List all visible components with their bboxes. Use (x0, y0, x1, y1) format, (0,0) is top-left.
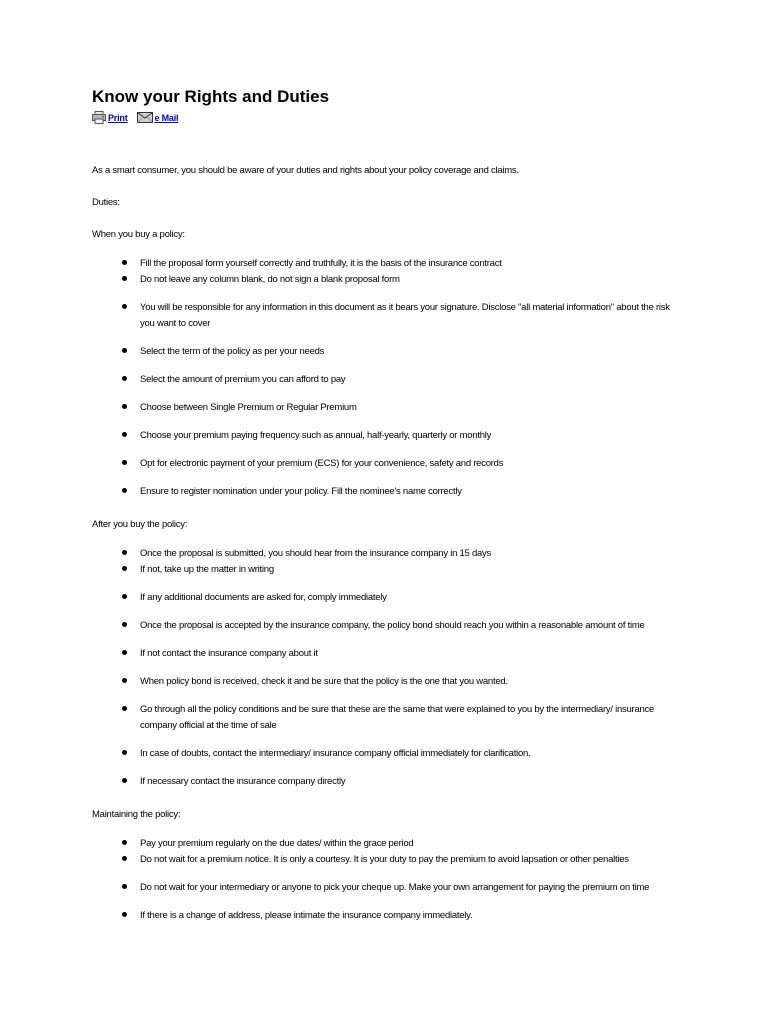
list-item-text: Select the term of the policy as per your needs (140, 346, 325, 357)
list-item-text: Opt for electronic payment of your premium (ECS) for your convenience, safety and records (140, 458, 504, 469)
list-item-text: Once the proposal is submitted, you should hear from the insurance company in 15 days (140, 548, 492, 559)
bullet-dot (122, 840, 127, 845)
list-item-text: If there is a change of address, please intimate the insurance company immediately. (140, 910, 473, 921)
bullet-dot (122, 260, 127, 265)
print-link[interactable] (92, 111, 128, 124)
email-link-label: e Mail (154, 112, 179, 123)
list-item-text: In case of doubts, contact the intermediary/ insurance company official immediately for clarification. (140, 748, 531, 759)
bullet-dot (122, 276, 127, 281)
list-item (140, 456, 685, 472)
bullet-dot (122, 778, 127, 783)
section-heading-when-you-buy: When you buy a policy: (92, 229, 185, 240)
list-item (140, 852, 685, 868)
email-link[interactable] (137, 112, 179, 123)
section-heading-maintaining: Maintaining the policy: (92, 809, 181, 820)
intro-text: As a smart consumer, you should be aware of your duties and rights about your policy coverage and claims. (92, 165, 519, 176)
list-item (140, 746, 685, 762)
list-item (140, 400, 685, 416)
bullet-dot (122, 706, 127, 711)
list-after-you-buy (92, 546, 685, 790)
list-item-text: Choose your premium paying frequency such as annual, half-yearly, quarterly or monthly (140, 430, 492, 441)
list-item (140, 256, 685, 272)
section-heading-after-you-buy: After you buy the policy: (92, 519, 188, 530)
list-item (140, 774, 685, 790)
print-link-label: Print (108, 112, 128, 123)
list-item-text: Do not leave any column blank, do not sign a blank proposal form (140, 274, 400, 285)
list-item-text: Go through all the policy conditions and be sure that these are the same that were explained to you by the intermediary/ insurance company official at the time of sale (140, 704, 655, 731)
list-item (140, 562, 685, 578)
page-title: Know your Rights and Duties (92, 87, 330, 106)
bullet-dot (122, 376, 127, 381)
list-maintaining (92, 836, 685, 924)
list-item (140, 344, 685, 360)
bullet-dot (122, 678, 127, 683)
bullet-dot (122, 912, 127, 917)
bullet-dot (122, 650, 127, 655)
list-item (140, 428, 685, 444)
list-item (140, 674, 685, 690)
list-item-text: If not contact the insurance company about it (140, 648, 318, 659)
list-item-text: You will be responsible for any information in this document as it bears your signature. Disclose "all material information" about the risk you want to cover (140, 302, 670, 329)
bullet-dot (122, 460, 127, 465)
list-item (140, 618, 685, 634)
list-item-text: If any additional documents are asked for, comply immediately (140, 592, 387, 603)
bullet-dot (122, 404, 127, 409)
list-item (140, 272, 685, 288)
bullet-dot (122, 566, 127, 571)
list-item (140, 372, 685, 388)
list-item (140, 300, 685, 332)
list-item-text: Select the amount of premium you can afford to pay (140, 374, 346, 385)
bullet-dot (122, 550, 127, 555)
list-item-text: Ensure to register nomination under your policy. Fill the nominee's name correctly (140, 486, 462, 497)
list-item (140, 880, 685, 896)
list-item-text: Once the proposal is accepted by the insurance company, the policy bond should reach you within a reasonable amount of time (140, 620, 645, 631)
bullet-dot (122, 488, 127, 493)
list-item (140, 908, 685, 924)
list-item (140, 590, 685, 606)
list-item-text: Do not wait for your intermediary or anyone to pick your cheque up. Make your own arrangement for paying the premium on time (140, 882, 650, 893)
list-item-text: If not, take up the matter in writing (140, 564, 274, 575)
list-item (140, 546, 685, 562)
bullet-dot (122, 750, 127, 755)
list-item-text: Choose between Single Premium or Regular Premium (140, 402, 357, 413)
list-item-text: Pay your premium regularly on the due dates/ within the grace period (140, 838, 414, 849)
bullet-dot (122, 884, 127, 889)
bullet-dot (122, 594, 127, 599)
bullet-dot (122, 432, 127, 437)
list-item (140, 646, 685, 662)
list-item (140, 702, 685, 734)
action-toolbar (92, 110, 698, 125)
list-item (140, 836, 685, 852)
list-item-text: When policy bond is received, check it and be sure that the policy is the one that you wanted. (140, 676, 508, 687)
list-item-text: If necessary contact the insurance company directly (140, 776, 346, 787)
bullet-dot (122, 856, 127, 861)
envelope-icon (137, 112, 153, 123)
bullet-dot (122, 348, 127, 353)
bullet-dot (122, 622, 127, 627)
bullet-dot (122, 304, 127, 309)
list-item-text: Fill the proposal form yourself correctly and truthfully, it is the basis of the insurance contract (140, 258, 502, 269)
list-item-text: Do not wait for a premium notice. It is only a courtesy. It is your duty to pay the premium to avoid lapsation or other penalties (140, 854, 629, 865)
list-when-you-buy (92, 256, 685, 500)
section-heading-duties: Duties: (92, 197, 120, 208)
list-item (140, 484, 685, 500)
printer-icon (92, 111, 106, 124)
